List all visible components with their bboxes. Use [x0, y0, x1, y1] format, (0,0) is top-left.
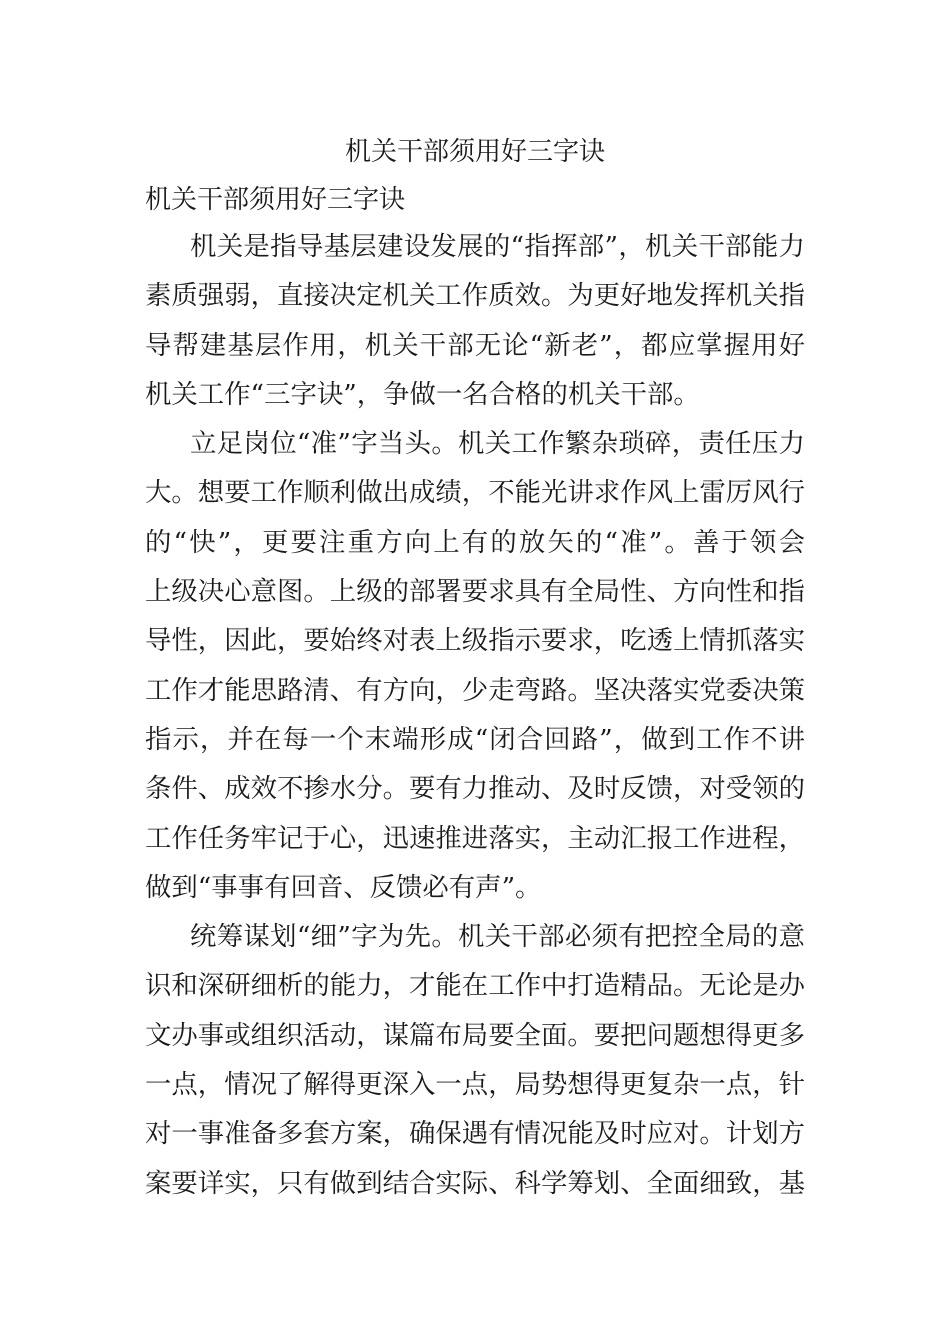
paragraph-2-line-2: 大。想要工作顺利做出成绩，不能光讲求作风上雷厉风行: [145, 477, 805, 509]
paragraph-2-line-5: 导性，因此，要始终对表上级指示要求，吃透上情抓落实: [145, 625, 805, 657]
paragraph-1-line-3: 导帮建基层作用，机关干部无论“新老”，都应掌握用好: [145, 329, 805, 361]
document-subtitle: 机关干部须用好三字诀: [145, 185, 406, 215]
paragraph-3-line-6: 案要详实，只有做到结合实际、科学筹划、全面细致，基: [145, 1167, 805, 1199]
paragraph-3-line-4: 一点，情况了解得更深入一点，局势想得更复杂一点，针: [145, 1069, 805, 1101]
paragraph-3-line-5: 对一事准备多套方案，确保遇有情况能及时应对。计划方: [145, 1118, 805, 1150]
document-title: 机关干部须用好三字诀: [344, 137, 605, 167]
paragraph-2-line-7: 指示，并在每一个末端形成“闭合回路”，做到工作不讲: [145, 723, 805, 755]
paragraph-2-line-8: 条件、成效不掺水分。要有力推动、及时反馈，对受领的: [145, 773, 805, 805]
paragraph-1-line-4: 机关工作“三字诀”，争做一名合格的机关干部。: [145, 378, 700, 410]
paragraph-2-line-1: 立足岗位“准”字当头。机关工作繁杂琐碎，责任压力: [190, 428, 805, 460]
paragraph-3-line-1: 统筹谋划“细”字为先。机关干部必须有把控全局的意: [190, 921, 805, 953]
paragraph-3-line-3: 文办事或组织活动，谋篇布局要全面。要把问题想得更多: [145, 1019, 805, 1051]
paragraph-2-line-3: 的“快”，更要注重方向上有的放矢的“准”。善于领会: [145, 526, 805, 558]
paragraph-3-line-2: 识和深研细析的能力，才能在工作中打造精品。无论是办: [145, 970, 805, 1002]
paragraph-2-line-6: 工作才能思路清、有方向，少走弯路。坚决落实党委决策: [145, 674, 805, 706]
paragraph-1-line-1: 机关是指导基层建设发展的“指挥部”，机关干部能力: [190, 231, 805, 262]
paragraph-2-line-4: 上级决心意图。上级的部署要求具有全局性、方向性和指: [145, 576, 805, 608]
document-body: [145, 222, 805, 1208]
paragraph-1-line-2: 素质强弱，直接决定机关工作质效。为更好地发挥机关指: [145, 280, 805, 312]
paragraph-2-line-9: 工作任务牢记于心，迅速推进落实，主动汇报工作进程，: [145, 822, 805, 854]
paragraph-2-line-10: 做到“事事有回音、反馈必有声”。: [145, 871, 542, 903]
